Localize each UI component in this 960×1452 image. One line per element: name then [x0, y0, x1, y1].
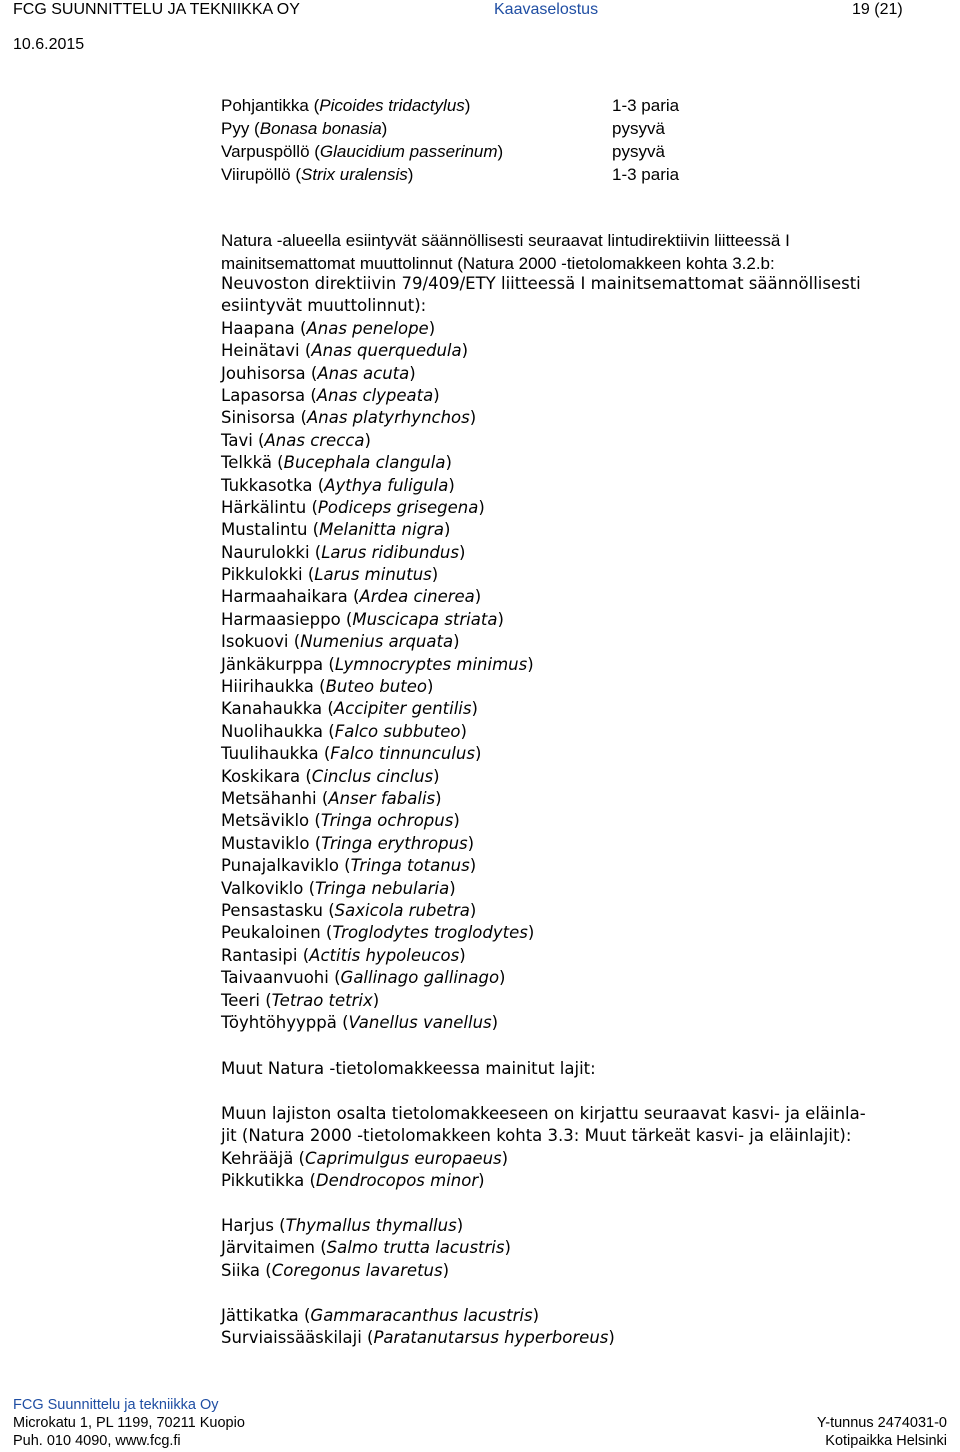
species-list-item: Surviaissääskilaji (Paratanutarsus hyperboreus) [221, 1328, 615, 1348]
directive-intro-line: esiintyvät muuttolinnut): [221, 296, 427, 316]
species-list-item: Telkkä (Bucephala clangula) [221, 453, 452, 473]
species-list-item: Tavi (Anas crecca) [221, 430, 371, 450]
species-list-item: Pikkutikka (Dendrocopos minor) [221, 1171, 485, 1191]
species-list-item: Pensastasku (Saxicola rubetra) [221, 900, 477, 920]
top-species-column [221, 94, 503, 186]
header-doc-type: Kaavaselostus [494, 1, 599, 18]
species-list-item: Kehrääjä (Caprimulgus europaeus) [221, 1148, 509, 1168]
species-list-item: Harjus (Thymallus thymallus) [221, 1216, 464, 1235]
natura-intro-line: mainitsemattomat muuttolinnut (Natura 2000 -tietolomakkeen kohta 3.2.b: [221, 254, 775, 273]
other-species-intro [221, 1103, 866, 1193]
species-list-item: Jänkäkurppa (Lymnocryptes minimus) [221, 654, 534, 674]
footer-business-id: Y-tunnus 2474031-0 [816, 1415, 947, 1431]
species-list-item: Metsäviklo (Tringa ochropus) [221, 811, 460, 831]
species-list-item: Tuulihaukka (Falco tinnunculus) [221, 744, 482, 764]
species-list-item: Nuolihaukka (Falco subbuteo) [221, 721, 467, 741]
species-list-item: Naurulokki (Larus ridibundus) [221, 542, 466, 562]
species-list-item: Siika (Coregonus lavaretus) [221, 1260, 450, 1280]
species-list-item: Härkälintu (Podiceps grisegena) [221, 497, 485, 517]
footer-contact: Puh. 010 4090, www.fcg.fi [13, 1433, 181, 1449]
top-status-column [612, 94, 679, 186]
top-species-row: Pohjantikka (Picoides tridactylus) [221, 96, 471, 115]
top-species-row: Pyy (Bonasa bonasia) [221, 119, 388, 138]
header-page-number: 19 (21) [852, 1, 903, 18]
species-list-item: Pikkulokki (Larus minutus) [221, 565, 439, 585]
species-list-item: Punajalkaviklo (Tringa totanus) [221, 856, 477, 876]
species-list-item: Isokuovi (Numenius arquata) [221, 632, 460, 652]
top-status-cell: pysyvä [612, 119, 665, 138]
species-list-item: Harmaasieppo (Muscicapa striata) [221, 609, 504, 629]
top-status-cell: 1-3 paria [612, 165, 680, 184]
footer-address: Microkatu 1, PL 1199, 70211 Kuopio [13, 1415, 245, 1431]
top-status-cell: pysyvä [612, 142, 665, 161]
other-intro-line: jit (Natura 2000 -tietolomakkeen kohta 3.3: Muut tärkeät kasvi- ja eläinlajit): [221, 1126, 852, 1146]
species-list-item: Heinätavi (Anas querquedula) [221, 341, 469, 361]
species-list-item: Haapana (Anas penelope) [221, 318, 436, 338]
natura-intro-line: Natura -alueella esiintyvät säännöllisesti seuraavat lintudirektiivin liitteessä I [221, 231, 790, 250]
species-list-item: Jouhisorsa (Anas acuta) [221, 363, 416, 383]
footer-company: FCG Suunnittelu ja tekniikka Oy [13, 1397, 219, 1413]
species-list-item: Töyhtöhyyppä (Vanellus vanellus) [221, 1012, 499, 1032]
species-list-item: Mustalintu (Melanitta nigra) [221, 520, 451, 540]
other-intro-line: Muun lajiston osalta tietolomakkeeseen on kirjattu seuraavat kasvi- ja eläinla- [221, 1104, 866, 1123]
header-company: FCG SUUNNITTELU JA TEKNIIKKA OY [13, 1, 300, 18]
footer-domicile: Kotipaikka Helsinki [825, 1433, 947, 1449]
species-list-item: Peukaloinen (Troglodytes troglodytes) [221, 923, 535, 943]
directive-intro-line: Neuvoston direktiivin 79/409/ETY liitteessä I mainitsemattomat säännöllisesti [221, 274, 861, 293]
top-species-row: Viirupöllö (Strix uralensis) [221, 165, 414, 184]
species-list-item: Sinisorsa (Anas platyrhynchos) [221, 408, 477, 428]
species-list-item: Teeri (Tetrao tetrix) [221, 990, 380, 1010]
fish-species-list [221, 1215, 511, 1282]
header-date: 10.6.2015 [13, 36, 85, 53]
footer-left [13, 1396, 245, 1450]
other-species-section [221, 1058, 596, 1080]
species-list-item: Lapasorsa (Anas clypeata) [221, 385, 440, 405]
migratory-birds-list [221, 318, 861, 1035]
species-list-item: Mustaviklo (Tringa erythropus) [221, 833, 475, 853]
species-list-item: Koskikara (Cinclus cinclus) [221, 766, 440, 786]
species-list-item: Jättikatka (Gammaracanthus lacustris) [221, 1306, 540, 1325]
invertebrate-species-list [221, 1305, 615, 1350]
species-list-item: Tukkasotka (Aythya fuligula) [221, 475, 455, 495]
species-list-item: Kanahaukka (Accipiter gentilis) [221, 699, 478, 719]
species-list-item: Hiirihaukka (Buteo buteo) [221, 677, 434, 697]
other-species-heading: Muut Natura -tietolomakkeessa mainitut lajit: [221, 1059, 596, 1078]
footer-right [817, 1414, 947, 1450]
species-list-item: Valkoviklo (Tringa nebularia) [221, 878, 456, 898]
species-list-item: Taivaanvuohi (Gallinago gallinago) [221, 968, 506, 988]
species-list-item: Järvitaimen (Salmo trutta lacustris) [221, 1238, 511, 1258]
species-list-item: Metsähanhi (Anser fabalis) [221, 788, 442, 808]
top-species-row: Varpuspöllö (Glaucidium passerinum) [221, 142, 504, 161]
top-status-cell: 1-3 paria [612, 96, 680, 115]
migratory-birds-section [221, 273, 861, 1034]
species-list-item: Harmaahaikara (Ardea cinerea) [221, 587, 482, 607]
natura-intro-paragraph [221, 229, 790, 275]
species-list-item: Rantasipi (Actitis hypoleucos) [221, 945, 466, 965]
